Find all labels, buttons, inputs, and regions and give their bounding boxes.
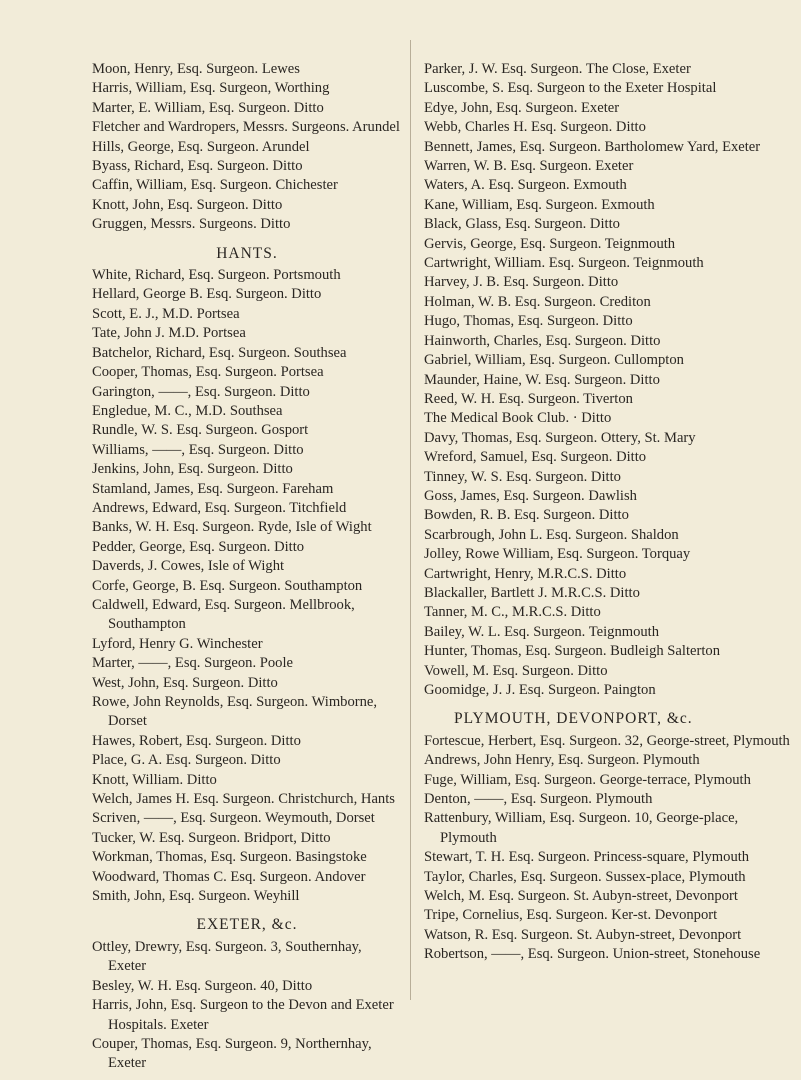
- list-entry: Bailey, W. L. Esq. Surgeon. Teignmouth: [424, 623, 660, 640]
- list-entry: Gabriel, William, Esq. Surgeon. Cullompton: [424, 352, 684, 369]
- section-heading-hants: HANTS.: [216, 244, 278, 262]
- list-entry: Vowell, M. Esq. Surgeon. Ditto: [424, 662, 608, 679]
- list-entry: Holman, W. B. Esq. Surgeon. Crediton: [424, 293, 651, 310]
- list-entry: Bennett, James, Esq. Surgeon. Bartholomew Yard, Exeter: [424, 138, 761, 155]
- list-entry: Hawes, Robert, Esq. Surgeon. Ditto: [92, 732, 301, 749]
- list-entry: Marter, E. William, Esq. Surgeon. Ditto: [92, 99, 324, 116]
- list-entry: Blackaller, Bartlett J. M.R.C.S. Ditto: [424, 584, 640, 601]
- list-entry: The Medical Book Club. · Ditto: [424, 410, 612, 427]
- list-entry: Ottley, Drewry, Esq. Surgeon. 3, Southernhay, Exeter: [92, 938, 362, 975]
- list-entry: White, Richard, Esq. Surgeon. Portsmouth: [92, 267, 341, 284]
- list-entry: Black, Glass, Esq. Surgeon. Ditto: [424, 216, 620, 233]
- section-heading-exeter: EXETER, &c.: [196, 916, 298, 934]
- list-entry: Luscombe, S. Esq. Surgeon to the Exeter Hospital: [424, 80, 717, 97]
- list-entry: Scriven, ——, Esq. Surgeon. Weymouth, Dorset: [92, 810, 375, 827]
- list-entry: Andrews, Edward, Esq. Surgeon. Titchfield: [92, 499, 347, 516]
- list-entry: Davy, Thomas, Esq. Surgeon. Ottery, St. Mary: [424, 429, 696, 446]
- list-entry: Hills, George, Esq. Surgeon. Arundel: [92, 138, 310, 155]
- list-entry: Gruggen, Messrs. Surgeons. Ditto: [92, 216, 291, 233]
- list-entry: Hellard, George B. Esq. Surgeon. Ditto: [92, 286, 322, 303]
- list-entry: Marter, ——, Esq. Surgeon. Poole: [92, 655, 294, 672]
- list-entry: Denton, ——, Esq. Surgeon. Plymouth: [424, 791, 653, 808]
- list-entry: Knott, John, Esq. Surgeon. Ditto: [92, 196, 283, 213]
- list-entry: Fortescue, Herbert, Esq. Surgeon. 32, George-street, Plymouth: [424, 732, 790, 749]
- right-column: [424, 60, 794, 965]
- list-entry: Cartwright, William. Esq. Surgeon. Teignmouth: [424, 255, 704, 272]
- list-entry: Pedder, George, Esq. Surgeon. Ditto: [92, 538, 305, 555]
- plymouth-list: [424, 732, 794, 965]
- list-entry: Harvey, J. B. Esq. Surgeon. Ditto: [424, 274, 619, 291]
- list-entry: West, John, Esq. Surgeon. Ditto: [92, 674, 278, 691]
- list-entry: Fuge, William, Esq. Surgeon. George-terrace, Plymouth: [424, 771, 751, 788]
- list-entry: Waters, A. Esq. Surgeon. Exmouth: [424, 177, 627, 194]
- list-entry: Woodward, Thomas C. Esq. Surgeon. Andover: [92, 868, 366, 885]
- list-entry: Jolley, Rowe William, Esq. Surgeon. Torquay: [424, 546, 691, 563]
- list-entry: Watson, R. Esq. Surgeon. St. Aubyn-street, Devonport: [424, 926, 742, 943]
- list-entry: Rowe, John Reynolds, Esq. Surgeon. Wimborne, Dorset: [92, 694, 378, 730]
- list-entry: Welch, James H. Esq. Surgeon. Christchurch, Hants: [92, 791, 395, 808]
- list-entry: Scott, E. J., M.D. Portsea: [92, 305, 240, 322]
- list-entry: Harris, John, Esq. Surgeon to the Devon and Exeter Hospitals. Exeter: [92, 997, 394, 1033]
- list-entry: Couper, Thomas, Esq. Surgeon. 9, Northernhay, Exeter: [92, 1035, 372, 1072]
- list-entry: Batchelor, Richard, Esq. Surgeon. Southsea: [92, 344, 347, 361]
- list-entry: Tucker, W. Esq. Surgeon. Bridport, Ditto: [92, 829, 331, 846]
- list-entry: Hugo, Thomas, Esq. Surgeon. Ditto: [424, 313, 633, 330]
- list-entry: Goss, James, Esq. Surgeon. Dawlish: [424, 487, 637, 504]
- list-entry: Cartwright, Henry, M.R.C.S. Ditto: [424, 565, 627, 582]
- list-entry: Workman, Thomas, Esq. Surgeon. Basingstoke: [92, 849, 367, 866]
- list-entry: Hainworth, Charles, Esq. Surgeon. Ditto: [424, 332, 661, 349]
- list-entry: Harris, William, Esq. Surgeon, Worthing: [92, 80, 330, 97]
- list-entry: Wreford, Samuel, Esq. Surgeon. Ditto: [424, 449, 647, 466]
- list-entry: Corfe, George, B. Esq. Surgeon. Southampton: [92, 577, 363, 594]
- list-entry: Banks, W. H. Esq. Surgeon. Ryde, Isle of Wight: [92, 519, 372, 536]
- list-entry: Fletcher and Wardropers, Messrs. Surgeons. Arundel: [92, 119, 400, 136]
- list-entry: Engledue, M. C., M.D. Southsea: [92, 402, 283, 419]
- list-entry: Daverds, J. Cowes, Isle of Wight: [92, 558, 285, 575]
- list-entry: Tinney, W. S. Esq. Surgeon. Ditto: [424, 468, 621, 485]
- list-entry: Kane, William, Esq. Surgeon. Exmouth: [424, 196, 655, 213]
- list-entry: Bowden, R. B. Esq. Surgeon. Ditto: [424, 507, 629, 524]
- list-entry: Rundle, W. S. Esq. Surgeon. Gosport: [92, 422, 309, 439]
- list-entry: Edye, John, Esq. Surgeon. Exeter: [424, 99, 620, 116]
- list-entry: Tripe, Cornelius, Esq. Surgeon. Ker-st. Devonport: [424, 907, 718, 924]
- list-entry: Knott, William. Ditto: [92, 771, 217, 788]
- list-entry: Jenkins, John, Esq. Surgeon. Ditto: [92, 461, 293, 478]
- list-entry: Maunder, Haine, W. Esq. Surgeon. Ditto: [424, 371, 660, 388]
- list-entry: Warren, W. B. Esq. Surgeon. Exeter: [424, 158, 634, 175]
- list-entry: Andrews, John Henry, Esq. Surgeon. Plymouth: [424, 752, 700, 769]
- hants-list: [92, 266, 402, 906]
- list-entry: Stamland, James, Esq. Surgeon. Fareham: [92, 480, 334, 497]
- list-entry: Williams, ——, Esq. Surgeon. Ditto: [92, 441, 304, 458]
- list-entry: Stewart, T. H. Esq. Surgeon. Princess-square, Plymouth: [424, 849, 750, 866]
- section-heading-plymouth: PLYMOUTH, DEVONPORT, &c.: [454, 710, 693, 728]
- list-entry: Webb, Charles H. Esq. Surgeon. Ditto: [424, 119, 646, 136]
- list-entry: Tanner, M. C., M.R.C.S. Ditto: [424, 604, 601, 621]
- list-entry: Garington, ——, Esq. Surgeon. Ditto: [92, 383, 310, 400]
- list-entry: Lyford, Henry G. Winchester: [92, 635, 263, 652]
- list-entry: Hunter, Thomas, Esq. Surgeon. Budleigh Salterton: [424, 643, 720, 660]
- exeter-list: [92, 938, 402, 1074]
- list-entry: Smith, John, Esq. Surgeon. Weyhill: [92, 888, 300, 905]
- list-entry: Byass, Richard, Esq. Surgeon. Ditto: [92, 158, 303, 175]
- column-divider: [410, 40, 411, 1000]
- list-entry: Moon, Henry, Esq. Surgeon. Lewes: [92, 61, 300, 77]
- list-entry: Gervis, George, Esq. Surgeon. Teignmouth: [424, 235, 676, 252]
- list-entry: Besley, W. H. Esq. Surgeon. 40, Ditto: [92, 977, 313, 994]
- list-entry: Goomidge, J. J. Esq. Surgeon. Paington: [424, 682, 656, 698]
- list-entry: Cooper, Thomas, Esq. Surgeon. Portsea: [92, 364, 324, 381]
- list-entry: Scarbrough, John L. Esq. Surgeon. Shaldon: [424, 526, 679, 543]
- list-entry: Welch, M. Esq. Surgeon. St. Aubyn-street, Devonport: [424, 888, 738, 905]
- left-column: [92, 60, 402, 1074]
- list-entry: Robertson, ——, Esq. Surgeon. Union-street, Stonehouse: [424, 946, 761, 963]
- list-entry: Caffin, William, Esq. Surgeon. Chichester: [92, 177, 338, 194]
- list-entry: Reed, W. H. Esq. Surgeon. Tiverton: [424, 390, 633, 407]
- intro-list: [92, 60, 402, 235]
- exeter-continued-list: [424, 60, 794, 700]
- list-entry: Place, G. A. Esq. Surgeon. Ditto: [92, 752, 281, 769]
- list-entry: Taylor, Charles, Esq. Surgeon. Sussex-place, Plymouth: [424, 868, 746, 885]
- list-entry: Parker, J. W. Esq. Surgeon. The Close, Exeter: [424, 61, 691, 77]
- list-entry: Caldwell, Edward, Esq. Surgeon. Mellbrook, Southampton: [92, 596, 355, 633]
- list-entry: Tate, John J. M.D. Portsea: [92, 325, 246, 342]
- list-entry: Rattenbury, William, Esq. Surgeon. 10, George-place, Plymouth: [424, 810, 739, 846]
